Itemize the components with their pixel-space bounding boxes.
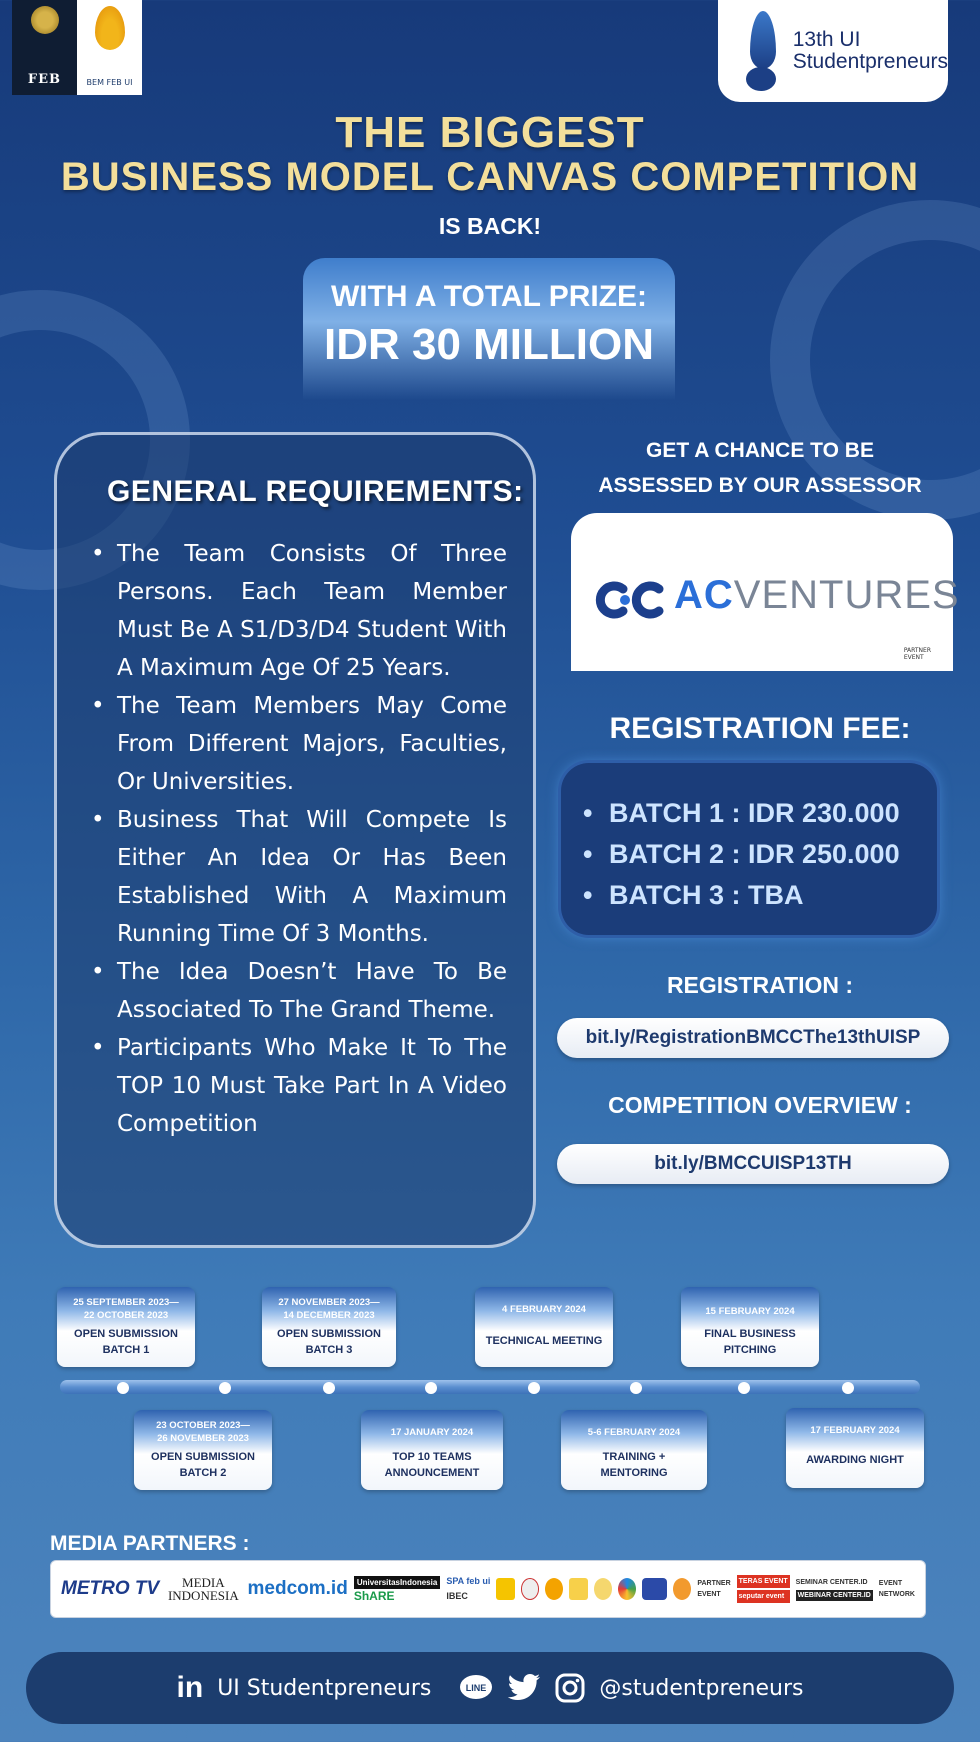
headline-line1: THE BIGGEST bbox=[335, 108, 645, 157]
partner-badge-icon bbox=[618, 1578, 636, 1600]
timeline-date: 25 SEPTEMBER 2023— 22 OCTOBER 2023 bbox=[73, 1297, 179, 1321]
ac-ventures-logo bbox=[571, 513, 960, 671]
requirements-panel bbox=[54, 432, 536, 1248]
webinar-center-text: WEBINAR CENTER.ID bbox=[797, 1592, 871, 1599]
bem-logo-text: BEM FEB UI bbox=[86, 78, 133, 87]
timeline-dot bbox=[630, 1382, 642, 1394]
uisp-logo-line2: Studentpreneurs bbox=[792, 50, 948, 73]
timeline-date: 17 FEBRUARY 2024 bbox=[810, 1425, 900, 1436]
overview-title: COMPETITION OVERVIEW : bbox=[608, 1092, 912, 1118]
feb-logo bbox=[12, 0, 77, 95]
timeline-event: AWARDING NIGHT bbox=[806, 1454, 904, 1466]
uisp-drop-icon bbox=[740, 11, 783, 91]
footer-bar bbox=[26, 1652, 954, 1724]
timeline-card bbox=[561, 1410, 707, 1490]
partner-badge-icon bbox=[496, 1578, 514, 1600]
timeline-dot bbox=[528, 1382, 540, 1394]
partner-event-line1: PARTNER bbox=[903, 647, 931, 654]
headline-line3: IS BACK! bbox=[438, 213, 542, 239]
requirements-list bbox=[89, 535, 507, 1143]
timeline-bar bbox=[60, 1380, 920, 1394]
ac-ventures-wordmark bbox=[674, 573, 960, 618]
timeline-card bbox=[134, 1410, 272, 1490]
media-indonesia-logo: MEDIA INDONESIA bbox=[167, 1575, 239, 1603]
prize-box bbox=[303, 258, 675, 400]
partner-badge-icon bbox=[594, 1578, 612, 1600]
timeline-card bbox=[475, 1287, 613, 1367]
prize-label: WITH A TOTAL PRIZE: bbox=[330, 280, 648, 313]
timeline-date: 15 FEBRUARY 2024 bbox=[705, 1306, 795, 1317]
requirement-item: • The Idea Doesn’t Have To Be Associated To The Grand Theme. bbox=[89, 953, 507, 1029]
timeline-event: OPEN SUBMISSION BATCH 3 bbox=[277, 1328, 381, 1356]
fee-title: REGISTRATION FEE: bbox=[609, 712, 911, 745]
timeline-date: 4 FEBRUARY 2024 bbox=[502, 1304, 586, 1315]
timeline-dot bbox=[842, 1382, 854, 1394]
media-partners-strip bbox=[50, 1560, 926, 1618]
bem-logo bbox=[77, 0, 142, 95]
timeline-date: 5-6 FEBRUARY 2024 bbox=[587, 1427, 681, 1438]
timeline-dot bbox=[117, 1382, 129, 1394]
fee-list bbox=[583, 793, 900, 916]
seputar-event-text: seputar event bbox=[737, 1590, 790, 1603]
spa-ibec-logo bbox=[446, 1576, 490, 1602]
timeline-date: 17 JANUARY 2024 bbox=[390, 1427, 474, 1438]
timeline-dot bbox=[219, 1382, 231, 1394]
timeline-dot bbox=[323, 1382, 335, 1394]
organizer-logos bbox=[12, 0, 142, 95]
timeline-card bbox=[681, 1287, 819, 1367]
ac-ventures-ventures: VENTURES bbox=[733, 573, 960, 617]
event-network-logo: EVENT NETWORK bbox=[878, 1580, 915, 1598]
fee-panel bbox=[561, 763, 937, 935]
ac-ventures-mark-icon bbox=[593, 581, 667, 619]
media-partners-title: MEDIA PARTNERS : bbox=[50, 1532, 250, 1555]
metro-tv-logo: METRO TV bbox=[61, 1578, 160, 1599]
ui-logo bbox=[354, 1576, 440, 1602]
partner-badge-icon bbox=[521, 1578, 540, 1600]
linkedin-name[interactable]: UI Studentpreneurs bbox=[217, 1675, 432, 1701]
assessor-title-line1: GET A CHANCE TO BE bbox=[646, 439, 874, 462]
requirement-item: • Business That Will Compete Is Either An Idea Or Has Been Established With A Maximum Running Time Of 3 Months. bbox=[89, 801, 507, 953]
timeline-event: TOP 10 TEAMS ANNOUNCEMENT bbox=[384, 1451, 480, 1479]
requirements-title: GENERAL REQUIREMENTS: bbox=[107, 475, 524, 508]
requirement-item: • The Team Members May Come From Different Majors, Faculties, Or Universities. bbox=[89, 687, 507, 801]
spa-logo-text: SPA feb ui bbox=[446, 1576, 491, 1586]
line-icon[interactable] bbox=[459, 1673, 493, 1703]
assessor-title-line2: ASSESSED BY OUR ASSESSOR bbox=[598, 474, 922, 497]
partner-event-logo: PARTNER EVENT bbox=[697, 1580, 731, 1598]
uisp-logo-text bbox=[793, 29, 948, 73]
partner-badge-icon bbox=[673, 1578, 691, 1600]
timeline-event: OPEN SUBMISSION BATCH 2 bbox=[151, 1451, 255, 1479]
timeline-card bbox=[262, 1287, 396, 1367]
requirement-item: • The Team Consists Of Three Persons. Each Team Member Must Be A S1/D3/D4 Student With A Maximum Age Of 25 Years. bbox=[89, 535, 507, 687]
seminar-webinar-logo bbox=[796, 1577, 873, 1601]
assessor-title bbox=[560, 433, 960, 503]
linkedin-icon[interactable]: in bbox=[176, 1671, 204, 1704]
timeline-dot bbox=[738, 1382, 750, 1394]
timeline-date: 27 NOVEMBER 2023— 14 DECEMBER 2023 bbox=[278, 1297, 380, 1321]
fee-batch-1: • BATCH 1 : IDR 230.000 bbox=[583, 793, 900, 834]
teras-event-text: TERAS EVENT bbox=[737, 1575, 790, 1588]
ac-ventures-ac: AC bbox=[674, 573, 734, 617]
feb-logo-text: FEB bbox=[27, 72, 62, 87]
teras-seputar-logo bbox=[737, 1575, 790, 1603]
timeline-event: TECHNICAL MEETING bbox=[485, 1335, 603, 1347]
registration-link[interactable]: bit.ly/RegistrationBMCCThe13thUISP bbox=[557, 1018, 949, 1058]
partner-event-line2: EVENT bbox=[903, 654, 924, 661]
timeline-dot bbox=[425, 1382, 437, 1394]
timeline-event: OPEN SUBMISSION BATCH 1 bbox=[74, 1328, 178, 1356]
timeline-event: FINAL BUSINESS PITCHING bbox=[704, 1328, 796, 1356]
bem-flame-icon bbox=[95, 6, 125, 50]
timeline-date: 23 OCTOBER 2023— 26 NOVEMBER 2023 bbox=[156, 1420, 250, 1444]
partner-badge-icon bbox=[569, 1578, 587, 1600]
line-icon-label: LINE bbox=[466, 1683, 487, 1693]
medcom-logo: medcom.id bbox=[247, 1578, 348, 1599]
prize-amount: IDR 30 MILLION bbox=[323, 320, 655, 369]
social-handle[interactable]: @studentpreneurs bbox=[599, 1675, 804, 1701]
timeline-card bbox=[57, 1287, 195, 1367]
headline-line2: BUSINESS MODEL CANVAS COMPETITION bbox=[60, 155, 920, 199]
overview-link[interactable]: bit.ly/BMCCUISP13TH bbox=[557, 1144, 949, 1184]
timeline-card bbox=[361, 1410, 503, 1490]
timeline-event: TRAINING + MENTORING bbox=[600, 1451, 668, 1479]
seminar-center-text: SEMINAR CENTER.ID bbox=[795, 1579, 868, 1586]
partner-badge-icon bbox=[642, 1578, 667, 1600]
fee-batch-3: • BATCH 3 : TBA bbox=[583, 875, 900, 916]
timeline-card bbox=[786, 1408, 924, 1488]
ui-seal-icon bbox=[31, 6, 59, 34]
requirement-item: • Participants Who Make It To The TOP 10 Must Take Part In A Video Competition bbox=[89, 1029, 507, 1143]
twitter-icon[interactable] bbox=[507, 1674, 541, 1702]
uisp-logo-line1: 13th UI bbox=[792, 28, 861, 51]
fee-batch-2: • BATCH 2 : IDR 250.000 bbox=[583, 834, 900, 875]
partner-event-mark bbox=[904, 647, 931, 661]
share-logo-text: ShARE bbox=[353, 1589, 395, 1603]
ui-logo-text: UniversitasIndonesia bbox=[354, 1576, 440, 1589]
instagram-icon[interactable] bbox=[555, 1673, 585, 1703]
registration-title: REGISTRATION : bbox=[666, 972, 854, 998]
uisp-logo bbox=[718, 0, 948, 102]
ibec-logo-text: IBEC bbox=[446, 1591, 468, 1601]
crown-icon bbox=[545, 1578, 563, 1600]
